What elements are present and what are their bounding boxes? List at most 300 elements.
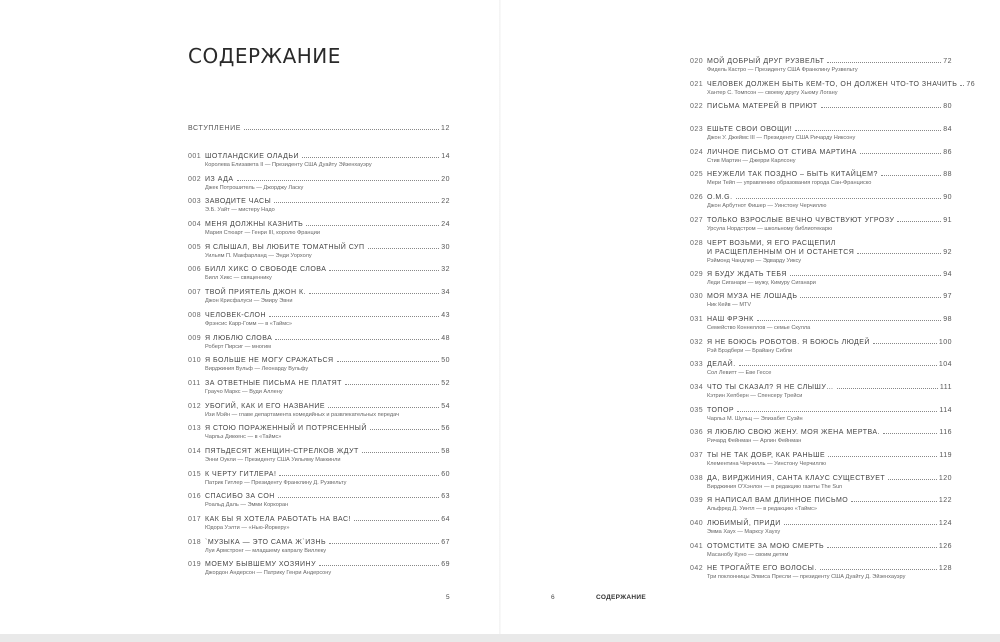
toc-entry-line <box>188 492 450 501</box>
entry-author-line: Ричард Фейнман — Арлин Фейнман <box>707 438 802 445</box>
page-number-left: 5 <box>446 594 450 601</box>
entry-author-line: Семейство Коннеллов — семье Скулла <box>707 324 811 331</box>
entry-number: 010 <box>188 357 202 365</box>
leader-dots <box>790 274 941 276</box>
toc-entry-line <box>690 239 952 248</box>
entry-title: ЗАВОДИТЕ ЧАСЫ <box>205 198 272 206</box>
entry-number: 035 <box>690 406 704 414</box>
entry-author-line: Роальд Даль — Эмми Коркоран <box>205 502 289 509</box>
entry-page-number: 34 <box>441 289 450 297</box>
toc-entry-line <box>690 542 952 551</box>
entry-title: ЕШЬТЕ СВОИ ОВОЩИ! <box>707 126 793 134</box>
toc-entry-line <box>188 265 450 274</box>
leader-dots <box>309 292 439 294</box>
entry-author-line: Рэймонд Чандлер — Эдварду Уиксу <box>707 257 802 264</box>
entry-number: 042 <box>690 565 704 573</box>
toc-entry[interactable] <box>188 220 450 243</box>
entry-title: МОЙ ДОБРЫЙ ДРУГ РУЗВЕЛЬТ <box>707 58 825 65</box>
toc-entry[interactable] <box>690 564 952 587</box>
entry-page-number: 32 <box>441 266 450 274</box>
entry-author-line: Фидель Кастро — Президенту США Франклину Рузвельту <box>707 67 858 73</box>
intro-page-number: 12 <box>441 125 450 132</box>
toc-entry-line <box>690 193 952 202</box>
toc-entry[interactable] <box>188 515 450 538</box>
entry-title: ЗА ОТВЕТНЫЕ ПИСЬМА НЕ ПЛАТЯТ <box>205 379 342 387</box>
entry-title: ШОТЛАНДСКИЕ ОЛАДЬИ <box>205 153 300 160</box>
entry-title: Я ЛЮБЛЮ СВОЮ ЖЕНУ. МОЯ ЖЕНА МЕРТВА. <box>707 429 881 437</box>
entry-author-line: Чарльз М. Шульц — Элизабет Суэйн <box>707 415 803 422</box>
toc-entry-line <box>690 496 952 505</box>
toc-entry-line <box>690 102 952 111</box>
entry-author-line: Патрик Гитлер — Президенту Франклину Д. Рузвельту <box>205 479 347 486</box>
leader-dots <box>274 201 439 203</box>
leader-dots <box>354 519 439 521</box>
entry-author-line: Джон Арбутнот Фишер — Уинстону Черчиллю <box>707 203 827 210</box>
entry-page-number: 72 <box>943 58 952 65</box>
entry-author-line: Масанобу Куно — своим детям <box>707 551 789 558</box>
entry-author-line: Билл Хикс — священнику <box>205 275 272 282</box>
entry-page-number: 90 <box>943 194 952 202</box>
entry-title: `МУЗЫКА — ЭТО САМА Ж`ИЗНЬ <box>205 538 327 546</box>
toc-entry[interactable] <box>690 428 952 451</box>
entry-number: 003 <box>188 198 202 206</box>
entry-number: 020 <box>690 58 704 65</box>
entry-author-line: Изи Мэйн — главе департамента комедийных и развлекательных передач <box>205 411 400 418</box>
leader-dots <box>278 496 439 498</box>
toc-entry[interactable] <box>690 474 952 497</box>
toc-entry-line <box>188 243 450 252</box>
toc-entry-line <box>690 474 952 483</box>
entry-number: 001 <box>188 153 202 160</box>
toc-entry-line <box>690 519 952 528</box>
leader-dots <box>736 197 942 199</box>
entry-page-number: 80 <box>943 103 952 111</box>
entry-number: 014 <box>188 447 202 455</box>
entry-author-line: Рэй Брэдбери — Брайану Сибли <box>707 347 793 354</box>
entry-author-line: Ник Кейв — MTV <box>707 302 752 309</box>
page-title: СОДЕРЖАНИЕ <box>188 44 341 68</box>
entry-author-line: Три поклонницы Элвиса Пресли — президенту США Дуайту Д. Эйзенхауэру <box>707 574 906 581</box>
entry-author-line: Фрэнсис Карр-Гомм — в «Таймс» <box>205 320 292 327</box>
entry-page-number: 114 <box>939 406 952 414</box>
toc-entry[interactable] <box>690 383 952 406</box>
entry-title: ДА, ВИРДЖИНИЯ, САНТА КЛАУС СУЩЕСТВУЕТ <box>707 474 886 482</box>
entry-page-number: 91 <box>943 216 952 224</box>
leader-dots <box>857 252 941 254</box>
entry-number: 018 <box>188 538 202 546</box>
leader-dots <box>827 61 941 63</box>
toc-entry-line <box>690 80 976 89</box>
entry-page-number: 24 <box>441 221 450 229</box>
entry-number: 026 <box>690 194 704 202</box>
toc-entry-line <box>188 447 450 456</box>
toc-entry-intro[interactable] <box>188 125 450 132</box>
entry-number: 002 <box>188 175 202 183</box>
leader-dots <box>237 179 440 181</box>
entry-author-line: Луи Армстронг — младшему капралу Виллеку <box>205 547 327 554</box>
toc-entry[interactable] <box>188 175 450 198</box>
leader-dots <box>757 319 941 321</box>
entry-number: 027 <box>690 216 704 224</box>
running-head: СОДЕРЖАНИЕ <box>596 594 646 601</box>
entry-page-number: 43 <box>441 311 450 319</box>
entry-number: 031 <box>690 315 704 323</box>
toc-entry-line <box>690 57 952 66</box>
toc-entry[interactable] <box>690 338 952 361</box>
toc-entry-line <box>188 175 450 184</box>
entry-author-line: Вирджиния Вульф — Леонарду Вульфу <box>205 366 309 373</box>
toc-entry-line <box>188 311 450 320</box>
leader-dots <box>795 129 941 131</box>
entry-title: ОТОМСТИТЕ ЗА МОЮ СМЕРТЬ <box>707 542 825 550</box>
toc-entry[interactable] <box>690 57 952 80</box>
toc-entry-line <box>690 315 952 324</box>
entry-title: ЧЕЛОВЕК ДОЛЖЕН БЫТЬ КЕМ-ТО, ОН ДОЛЖЕН ЧТО-ТО ЗНАЧИТЬ <box>707 80 958 88</box>
entry-number: 022 <box>690 103 704 111</box>
toc-entry[interactable] <box>690 148 952 171</box>
entry-title: ЧЕЛОВЕК-СЛОН <box>205 311 267 319</box>
leader-dots <box>368 247 440 249</box>
entry-author-line: Роберт Пирсиг — многим <box>205 343 271 350</box>
entry-title: СПАСИБО ЗА СОН <box>205 493 275 501</box>
leader-dots <box>269 315 439 317</box>
entry-author-line: Джордон Андерсон — Патрику Генри Андерсону <box>205 570 332 577</box>
toc-entry[interactable] <box>690 239 952 270</box>
entry-page-number: 48 <box>441 334 450 342</box>
toc-entry[interactable] <box>188 492 450 515</box>
leader-dots <box>888 478 937 480</box>
left-page <box>0 0 500 634</box>
entry-author-line: Хантер С. Томпсон — своему другу Хьюму Логану <box>707 89 838 96</box>
entry-title: НЕУЖЕЛИ ТАК ПОЗДНО – БЫТЬ КИТАЙЦЕМ? <box>707 171 878 179</box>
toc-entry[interactable] <box>690 80 976 103</box>
toc-entry[interactable] <box>188 560 450 583</box>
entry-author-line: Эмма Хаух — Марксу Хауху <box>707 529 781 536</box>
toc-entry[interactable] <box>690 519 952 542</box>
entry-author-line: Чарльз Диккенс — в «Таймс» <box>205 434 282 441</box>
leader-dots <box>329 269 439 271</box>
toc-entry-line <box>690 125 952 134</box>
entry-title: БИЛЛ ХИКС О СВОБОДЕ СЛОВА <box>205 266 327 274</box>
entry-title: ТОПОР <box>707 406 735 414</box>
toc-entry-line <box>690 292 952 301</box>
leader-dots <box>275 338 439 340</box>
entry-author-line: Джон У. Джеймс III — Президенту США Ричарду Никсону <box>707 135 856 142</box>
entry-page-number: 104 <box>938 361 952 369</box>
toc-entry[interactable] <box>188 152 450 175</box>
toc-entry-line <box>690 216 952 225</box>
toc-entry[interactable] <box>188 402 450 425</box>
entry-page-number: 69 <box>441 561 450 569</box>
toc-entry[interactable] <box>690 270 952 293</box>
leader-dots <box>306 224 439 226</box>
leader-dots <box>860 152 941 154</box>
entry-number: 005 <box>188 243 202 251</box>
toc-entry-line <box>690 170 952 179</box>
entry-number: 039 <box>690 497 704 505</box>
entry-page-number: 22 <box>441 198 450 206</box>
entry-page-number: 98 <box>943 315 952 323</box>
entry-number: 032 <box>690 338 704 346</box>
toc-entry[interactable] <box>188 197 450 220</box>
leader-dots <box>737 410 937 412</box>
right-page <box>500 0 1000 634</box>
leader-dots <box>827 546 937 548</box>
entry-author-line: Энни Оукли — Президенту США Уильяму Маккинли <box>205 456 341 463</box>
entry-number: 007 <box>188 289 202 297</box>
toc-entry-line <box>188 356 450 365</box>
entry-title: МЕНЯ ДОЛЖНЫ КАЗНИТЬ <box>205 221 304 229</box>
entry-title: Я СТОЮ ПОРАЖЕННЫЙ И ПОТРЯСЕННЫЙ <box>205 425 367 433</box>
entry-author-line: Граучо Маркс — Вуди Аллену <box>205 388 283 395</box>
toc-entry[interactable] <box>188 288 450 311</box>
entry-page-number: 126 <box>938 542 952 550</box>
toc-entry-line <box>690 406 952 415</box>
entry-number: 038 <box>690 474 704 482</box>
entry-number: 025 <box>690 171 704 179</box>
entry-page-number: 64 <box>441 516 450 523</box>
toc-list-right <box>690 57 976 587</box>
entry-page-number: 76 <box>966 80 976 88</box>
entry-number: 023 <box>690 126 704 134</box>
toc-entry-line <box>690 148 952 157</box>
leader-dots <box>881 174 941 176</box>
toc-list-left <box>188 125 450 583</box>
toc-entry[interactable] <box>690 406 952 429</box>
entry-page-number: 120 <box>938 474 952 482</box>
toc-entry[interactable] <box>188 311 450 334</box>
entry-author-line: Урсула Нордстром — школьному библиотекарю <box>707 225 833 232</box>
page-number-right: 6 <box>551 594 555 601</box>
entry-page-number: 56 <box>441 425 450 433</box>
leader-dots <box>800 296 941 298</box>
toc-entry[interactable] <box>188 356 450 379</box>
leader-dots <box>244 128 439 130</box>
toc-entry-line <box>188 424 450 433</box>
entry-number: 004 <box>188 221 202 229</box>
toc-entry[interactable] <box>188 379 450 402</box>
toc-entry-line <box>690 383 952 392</box>
toc-entry[interactable] <box>188 470 450 493</box>
leader-dots <box>851 500 937 502</box>
entry-title: МОЕМУ БЫВШЕМУ ХОЗЯИНУ <box>205 561 317 569</box>
toc-entry-line <box>690 360 952 369</box>
entry-title: ЧЕРТ ВОЗЬМИ, Я ЕГО РАСЩЕПИЛ <box>707 239 836 247</box>
toc-entry-line <box>188 220 450 229</box>
entry-title: ПИСЬМА МАТЕРЕЙ В ПРИЮТ <box>707 103 818 111</box>
entry-author-line: Джек Потрошитель — Джорджу Ласку <box>205 184 304 191</box>
entry-author-line: Кэтрин Хепберн — Спенсеру Трейси <box>707 392 803 399</box>
entry-page-number: 88 <box>943 171 952 179</box>
leader-dots <box>837 387 938 389</box>
toc-entry[interactable] <box>188 265 450 288</box>
entry-page-number: 54 <box>441 402 450 410</box>
entry-author-line: Мери Тейп — управлению образования города Сан-Франциско <box>707 180 872 187</box>
entry-page-number: 60 <box>441 470 450 478</box>
entry-page-number: 20 <box>441 175 450 183</box>
leader-dots <box>897 220 941 222</box>
toc-entry[interactable] <box>188 447 450 470</box>
entry-number: 037 <box>690 452 704 459</box>
toc-entry[interactable] <box>690 315 952 338</box>
entry-author-line: Мария Стюарт — Генри III, королю Франции <box>205 230 320 237</box>
toc-entry-line <box>690 270 952 279</box>
entry-author-line: Сол Левитт — Еве Гессе <box>707 370 772 377</box>
toc-entry[interactable] <box>690 292 952 315</box>
entry-number: 028 <box>690 239 704 247</box>
toc-entry-line <box>188 152 450 161</box>
entry-title: Я НЕ БОЮСЬ РОБОТОВ. Я БОЮСЬ ЛЮДЕЙ <box>707 338 870 346</box>
entry-page-number: 111 <box>939 383 952 391</box>
entry-number: 016 <box>188 493 202 501</box>
entry-title: ТЫ НЕ ТАК ДОБР, КАК РАНЬШЕ <box>707 452 826 459</box>
entry-number: 033 <box>690 361 704 369</box>
entry-number: 012 <box>188 402 202 410</box>
entry-author-line: Стив Мартин — Джерри Карлсону <box>707 157 796 164</box>
entry-page-number: 122 <box>938 497 952 505</box>
entry-number: 036 <box>690 429 704 437</box>
entry-title: Я БУДУ ЖДАТЬ ТЕБЯ <box>707 270 787 278</box>
entry-number: 024 <box>690 148 704 156</box>
toc-entry-line <box>690 248 952 257</box>
entry-page-number: 67 <box>441 538 450 546</box>
leader-dots <box>820 568 937 570</box>
leader-dots <box>319 564 439 566</box>
entry-number: 034 <box>690 383 704 391</box>
entry-title: ТВОЙ ПРИЯТЕЛЬ ДЖОН К. <box>205 289 307 297</box>
entry-title: УБОГИЙ, КАК И ЕГО НАЗВАНИЕ <box>205 402 326 410</box>
entry-title: ДЕЛАЙ. <box>707 361 736 369</box>
entry-number: 017 <box>188 516 202 523</box>
entry-title: О.М.G. <box>707 194 733 202</box>
entry-title-continued: И РАСЩЕПЛЕННЫМ ОН И ОСТАНЕТСЯ <box>707 248 855 256</box>
entry-title: КАК БЫ Я ХОТЕЛА РАБОТАТЬ НА ВАС! <box>205 516 351 523</box>
entry-number: 011 <box>188 379 201 387</box>
entry-author-line: Альфред Д. Уинтл — в редакцию «Таймс» <box>707 506 818 513</box>
entry-page-number: 50 <box>441 357 450 365</box>
entry-page-number: 94 <box>943 270 952 278</box>
leader-dots <box>329 542 439 544</box>
entry-title: НАШ ФРЭНК <box>707 315 754 323</box>
entry-title: Я НАПИСАЛ ВАМ ДЛИННОЕ ПИСЬМО <box>707 497 849 505</box>
entry-title: Я ЛЮБЛЮ СЛОВА <box>205 334 273 342</box>
entry-page-number: 14 <box>441 153 450 160</box>
toc-entry-line <box>188 402 450 411</box>
entry-author-line: Леди Сиганари — мужу, Кимуру Сиганари <box>707 279 816 286</box>
entry-number: 006 <box>188 266 202 274</box>
entry-author-line: Вирджиния О'Хэнлон — в редакцию газеты The Sun <box>707 483 843 490</box>
toc-entry-line <box>188 515 450 524</box>
toc-entry[interactable] <box>690 360 952 383</box>
entry-page-number: 86 <box>943 148 952 156</box>
leader-dots <box>345 383 439 385</box>
toc-entry[interactable] <box>188 424 450 447</box>
entry-page-number: 119 <box>939 452 952 459</box>
entry-title: ЧТО ТЫ СКАЗАЛ? Я НЕ СЛЫШУ… <box>707 383 834 391</box>
toc-entry[interactable] <box>690 102 952 125</box>
entry-author-line: Клементина Черчилль — Уинстону Черчиллю <box>707 461 827 467</box>
entry-number: 013 <box>188 425 202 433</box>
leader-dots <box>739 364 937 366</box>
entry-page-number: 63 <box>441 493 450 501</box>
entry-number: 021 <box>690 80 704 88</box>
toc-entry-line <box>188 470 450 479</box>
toc-entry-line <box>690 338 952 347</box>
intro-title: ВСТУПЛЕНИЕ <box>188 125 242 132</box>
toc-entry[interactable] <box>188 243 450 266</box>
toc-entry[interactable] <box>690 170 952 193</box>
entry-title: Я СЛЫШАЛ, ВЫ ЛЮБИТЕ ТОМАТНЫЙ СУП <box>205 243 365 251</box>
leader-dots <box>302 156 439 158</box>
toc-entry[interactable] <box>690 216 952 239</box>
entry-title: НЕ ТРОГАЙТЕ ЕГО ВОЛОСЫ. <box>707 565 817 573</box>
entry-title: Я БОЛЬШЕ НЕ МОГУ СРАЖАТЬСЯ <box>205 357 334 365</box>
toc-entry-line <box>188 560 450 569</box>
entry-number: 015 <box>188 470 202 478</box>
entry-page-number: 116 <box>939 429 952 437</box>
entry-page-number: 97 <box>943 293 952 301</box>
leader-dots <box>883 432 937 434</box>
leader-dots <box>328 406 439 408</box>
toc-entry[interactable] <box>690 125 952 148</box>
leader-dots <box>362 451 439 453</box>
entry-page-number: 52 <box>441 379 450 387</box>
toc-entry-line <box>690 451 952 460</box>
toc-entry[interactable] <box>188 538 450 561</box>
entry-page-number: 100 <box>938 338 952 346</box>
toc-entry-line <box>188 379 450 388</box>
entry-title: К ЧЕРТУ ГИТЛЕРА! <box>205 470 277 478</box>
toc-entry-line <box>690 564 952 573</box>
entry-title: ТОЛЬКО ВЗРОСЛЫЕ ВЕЧНО ЧУВСТВУЮТ УГРОЗУ <box>707 216 895 224</box>
entry-number: 040 <box>690 520 704 528</box>
entry-title: ЛИЧНОЕ ПИСЬМО ОТ СТИВА МАРТИНА <box>707 148 857 156</box>
entry-number: 019 <box>188 561 202 569</box>
toc-entry-line <box>690 428 952 437</box>
entry-author-line: Джон Крисфалуси — Эмиру Эвни <box>205 298 293 305</box>
entry-page-number: 58 <box>441 447 450 455</box>
entry-page-number: 124 <box>938 520 952 528</box>
entry-number: 029 <box>690 270 704 278</box>
toc-entry[interactable] <box>188 334 450 357</box>
entry-author-line: Уильям П. Макфарланд — Энди Уорхолу <box>205 252 312 259</box>
toc-entry[interactable] <box>690 451 952 474</box>
leader-dots <box>828 455 937 457</box>
leader-dots <box>960 84 964 86</box>
toc-entry-line <box>188 288 450 297</box>
entry-number: 008 <box>188 311 202 319</box>
entry-title: ЛЮБИМЫЙ, ПРИДИ <box>707 520 781 528</box>
leader-dots <box>279 474 439 476</box>
toc-entry-line <box>188 197 450 206</box>
leader-dots <box>784 523 937 525</box>
toc-entry[interactable] <box>690 193 952 216</box>
leader-dots <box>370 428 439 430</box>
toc-entry[interactable] <box>690 496 952 519</box>
entry-number: 009 <box>188 334 202 342</box>
toc-entry-line <box>188 334 450 343</box>
entry-page-number: 128 <box>938 565 952 573</box>
leader-dots <box>821 106 942 108</box>
entry-page-number: 92 <box>943 248 952 256</box>
entry-page-number: 30 <box>441 243 450 251</box>
leader-dots <box>873 342 937 344</box>
entry-author-line: Королева Елизавета II — Президенту США Дуайту Эйзенхауэру <box>205 162 372 168</box>
entry-author-line: Юдора Уэлти — «Нью-Йоркеру» <box>205 525 290 531</box>
entry-page-number: 84 <box>943 126 952 134</box>
toc-entry[interactable] <box>690 542 952 565</box>
entry-number: 030 <box>690 293 704 301</box>
